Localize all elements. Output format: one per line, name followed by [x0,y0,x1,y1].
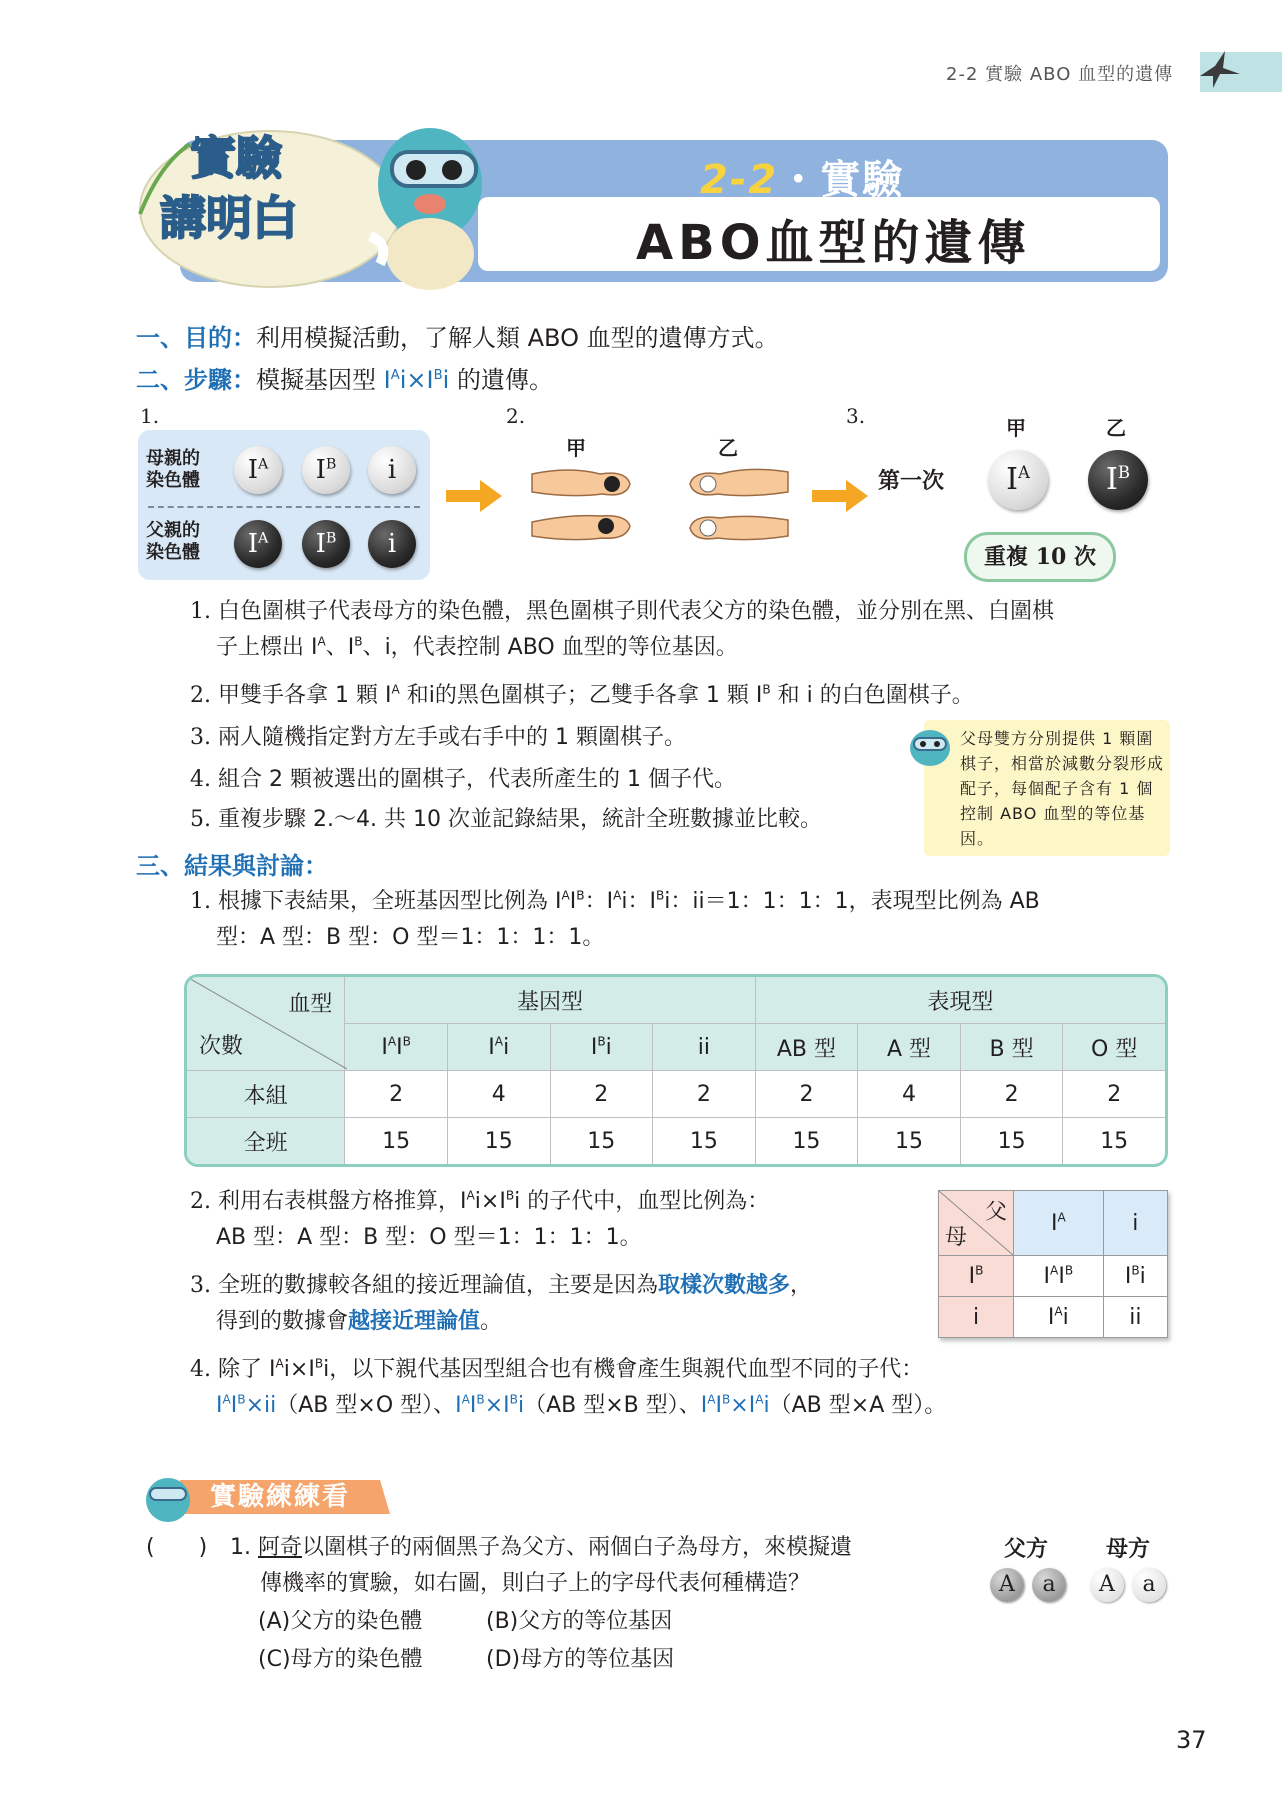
step-number-1: 1. [140,404,160,428]
breadcrumb: 2-2 實驗 ABO 血型的遺傳 [946,64,1174,85]
picked-black-stone-IB: $I^B$ [1088,450,1148,510]
table-cell: 4 [858,1071,961,1118]
black-stone-IA: $I^A$ [234,520,282,568]
arrow-right-icon [444,476,504,516]
punnett-col-IA: $I^A$ [1014,1191,1104,1256]
punnett-cell: $I^AI^B$ [1014,1256,1104,1297]
purpose-line: 一、目的：利用模擬活動，了解人類 ABO 血型的遺傳方式。 [136,324,779,352]
label-jia: 甲 [1006,416,1026,440]
answer-paren[interactable]: ( ) [146,1535,208,1560]
white-stone-a: a [1132,1568,1166,1602]
black-stone-a: a [1032,1568,1066,1602]
row-label: 全班 [187,1118,345,1164]
page-number: 37 [1176,1726,1207,1754]
mascot-badge-icon [130,104,490,294]
table-cell: 15 [756,1118,859,1164]
results-table [184,974,1168,1167]
corner-top-label: 血型 [288,992,333,1017]
table-cell: 15 [858,1118,961,1164]
table-cell: 2 [345,1071,448,1118]
table-cell: 2 [961,1071,1064,1118]
chromosome-divider [148,506,420,508]
white-stone-IB: $I^B$ [302,446,350,494]
banner-subtitle: 2-2・實驗 [700,157,905,203]
table-cell: 2 [653,1071,756,1118]
punnett-corner [939,1191,1014,1256]
step-number-3: 3. [846,404,866,428]
table-cell: 15 [551,1118,654,1164]
punnett-col-i: i [1103,1191,1167,1256]
punnett-cell: $I^Bi$ [1103,1256,1167,1297]
repeat-badge: 重複 10 次 [964,532,1116,582]
table-corner [187,977,345,1071]
punnett-cell: ii [1103,1297,1167,1338]
badge-text-line2: 講明白 [160,191,298,245]
white-stone-i: i [368,446,416,494]
results-heading: 三、結果與討論： [136,852,328,880]
black-stone-IB: $I^B$ [302,520,350,568]
father-label: 父 [984,1200,1007,1225]
label-jia: 甲 [566,436,586,460]
table-cell: 15 [653,1118,756,1164]
bird-icon [1195,46,1245,94]
table-cell: 15 [345,1118,448,1164]
punnett-cell: $I^Ai$ [1014,1297,1104,1338]
genotype-col-IAi: $I^Ai$ [448,1024,551,1071]
step-item-1: 1. 白色圍棋子代表母方的染色體，黑色圍棋子則代表父方的染色體，並分別在黑、白圍棋 子上標出 $I^A$、$I^B$、i，代表控制 ABO 血型的等位基因。 [190,599,1055,660]
mother-chromosome-label: 母親的 染色體 [146,448,200,491]
corner-bottom-label: 次數 [199,1034,244,1059]
table-cell: 2 [551,1071,654,1118]
table-row [187,1071,1165,1118]
table-cell: 15 [448,1118,551,1164]
table-row [187,1118,1165,1164]
phenotype-col: B 型 [961,1024,1064,1071]
table-cell: 4 [448,1071,551,1118]
phenotype-col: A 型 [858,1024,961,1071]
black-stone-i: i [368,520,416,568]
punnett-square [938,1190,1168,1338]
row-label: 本組 [187,1071,345,1118]
result-item-1: 1. 根據下表結果，全班基因型比例為 $I^AI^B$：$I^Ai$：$I^Bi$：ii＝1：1：1：1，表現型比例為 AB 型：A 型：B 型：O 型＝1：1：1：1。 [190,888,1040,950]
step-item-4: 4. 組合 2 顆被選出的圍棋子，代表所產生的 1 個子代。 [190,767,736,792]
steps-line: 二、步驟：模擬基因型 $I^Ai\times I^Bi$ 的遺傳。 [136,366,553,394]
result-item-3: 3. 全班的數據較各組的接近理論值，主要是因為取樣次數越多， 得到的數據會越接近理論值。 [190,1273,813,1334]
label-yi: 乙 [718,436,738,460]
table-cell: 2 [1063,1071,1165,1118]
white-stone-IA: $I^A$ [234,446,282,494]
badge-text-line1: 實驗 [190,131,282,185]
label-yi: 乙 [1106,416,1126,440]
black-stone-A: A [990,1568,1024,1602]
picked-white-stone-IA: $I^A$ [988,450,1048,510]
father-chromosome-label: 父親的 染色體 [146,520,200,563]
father-side-label: 父方 [1004,1536,1049,1562]
option-b[interactable]: (B)父方的等位基因 [486,1609,673,1634]
step-item-2: 2. 甲雙手各拿 1 顆 $I^A$ 和i的黑色圍棋子；乙雙手各拿 1 顆 $I^B$ 和 i 的白色圍棋子。 [190,682,974,708]
step-item-3: 3. 兩人隨機指定對方左手或右手中的 1 顆圍棋子。 [190,725,686,750]
step-item-5: 5. 重複步驟 2.～4. 共 10 次並記錄結果，統計全班數據並比較。 [190,807,822,832]
table-cell: 2 [756,1071,859,1118]
mother-side-label: 母方 [1106,1536,1151,1562]
result-item-4: 4. 除了 $I^Ai\times I^Bi$，以下親代基因型組合也有機會產生與親代血型不同的子代： $I^AI^B\times ii(AB$ 型×O 型）、$I^AI^B\times I^Bi(AB$ 型×B 型）、$I^AI^B\times I^Ai(AB$ 型×A 型）。 [190,1356,947,1418]
phenotype-col: AB 型 [756,1024,859,1071]
step-number-2: 2. [506,404,526,428]
practice-question: 1. 阿奇以圍棋子的兩個黑子為父方、兩個白子為母方，來模擬遺 傳機率的實驗，如右圖，則白子上的字母代表何種構造？ [230,1535,853,1596]
punnett-row-i: i [939,1297,1014,1338]
table-cell: 15 [961,1118,1064,1164]
option-d[interactable]: (D)母方的等位基因 [486,1647,675,1672]
table-cell: 15 [1100,1128,1129,1154]
hands-icon [530,456,790,556]
phenotype-header: 表現型 [756,977,1165,1024]
option-c[interactable]: (C)母方的染色體 [258,1647,423,1672]
arrow-right-icon [810,476,870,516]
option-a[interactable]: (A)父方的染色體 [258,1609,423,1634]
phenotype-col: O 型 [1063,1024,1165,1071]
genotype-col-ii: ii [653,1024,756,1071]
mother-label: 母 [945,1225,968,1250]
genotype-header: 基因型 [345,977,755,1024]
white-stone-A: A [1090,1568,1124,1602]
genotype-col-IAIB: $I^AI^B$ [345,1024,448,1071]
side-note-text: 父母雙方分別提供 1 顆圍棋子，相當於減數分裂形成配子，每個配子含有 1 個控制 ABO 血型的等位基因。 [960,729,1165,848]
genotype-col-IBi: $I^Bi$ [551,1024,654,1071]
mascot-icon [904,726,956,770]
first-time-label: 第一次 [878,468,945,494]
practice-heading: 實驗練練看 [210,1482,351,1512]
punnett-row-IB: $I^B$ [939,1256,1014,1297]
page-title: ABO血型的遺傳 [636,215,1031,271]
result-item-2: 2. 利用右表棋盤方格推算，$I^Ai\times I^Bi$ 的子代中，血型比例為： AB 型：A 型：B 型：O 型＝1：1：1：1。 [190,1188,770,1250]
